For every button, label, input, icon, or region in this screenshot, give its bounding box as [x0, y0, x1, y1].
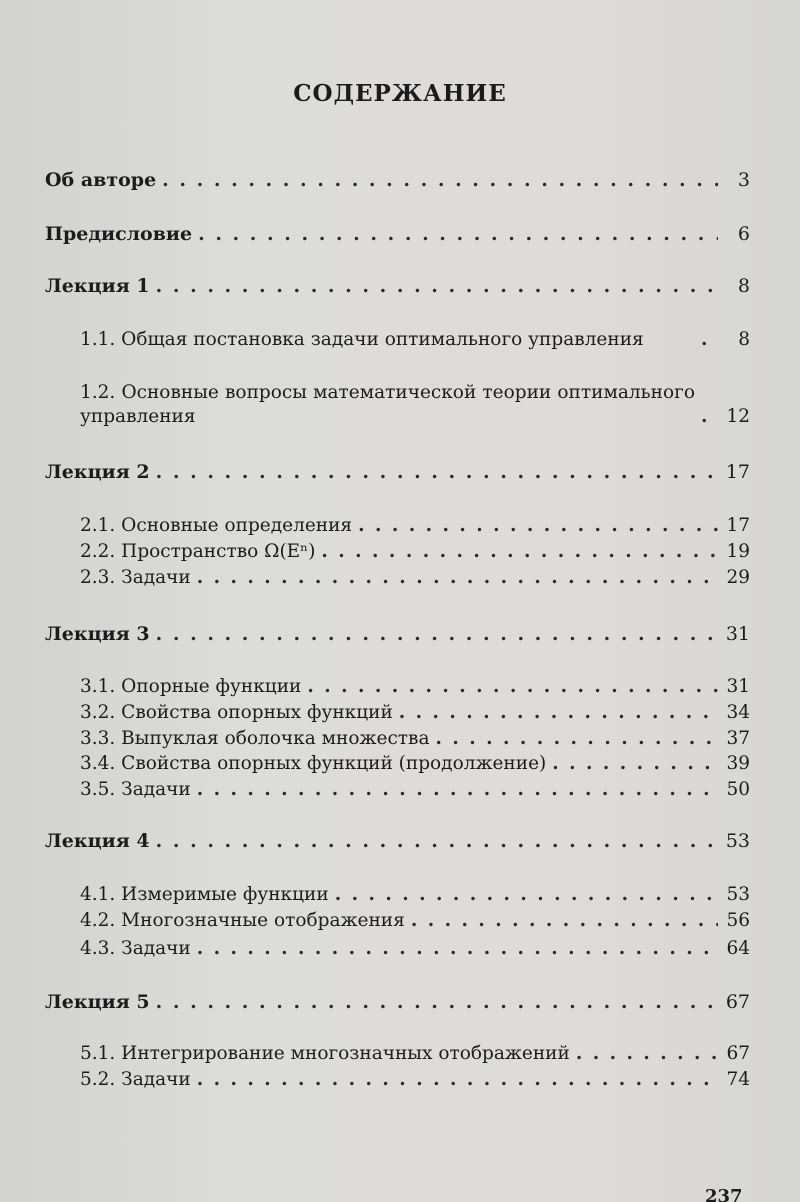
- toc-entry-3-2: [80, 701, 750, 725]
- toc-page: 37: [726, 728, 750, 749]
- toc-label: 5.2. Задачи: [80, 1069, 191, 1090]
- toc-label: 4.2. Многозначные отображения: [80, 910, 405, 931]
- toc-label: Лекция 4: [45, 830, 150, 852]
- toc-label: Лекция 5: [45, 991, 150, 1013]
- toc-page: 29: [726, 567, 750, 588]
- toc-entry-3-4: [80, 752, 750, 776]
- toc-page: 53: [726, 884, 750, 905]
- toc-entry-1-1: [80, 328, 750, 352]
- toc-page: 67: [726, 1043, 750, 1064]
- toc-page: 17: [726, 515, 750, 536]
- toc-page: 31: [726, 676, 750, 697]
- toc-entry-lecture-5: [45, 990, 750, 1014]
- toc-label: 1.2. Основные вопросы математической теории оптимального управления: [80, 382, 695, 427]
- toc-entry-lecture-1: [45, 274, 750, 298]
- toc-entry-2-2: [80, 540, 750, 564]
- toc-entry-lecture-3: [45, 622, 750, 646]
- toc-page: 53: [725, 830, 750, 852]
- page-number: 237: [705, 1186, 743, 1202]
- toc-label: 3.1. Опорные функции: [80, 676, 302, 697]
- toc-entry-5-2: [80, 1068, 750, 1092]
- toc-label: 2.1. Основные определения: [80, 515, 353, 536]
- toc-entry-4-3: [80, 937, 750, 961]
- toc-label: 4.1. Измеримые функции: [80, 884, 329, 905]
- toc-page: 39: [726, 753, 750, 774]
- toc-entry-3-5: [80, 778, 750, 802]
- toc-entry-1-2: [80, 381, 750, 429]
- toc-label: Лекция 2: [45, 461, 150, 483]
- toc-page: 74: [726, 1069, 750, 1090]
- toc-label: Предисловие: [45, 223, 193, 245]
- toc-page: 31: [725, 623, 750, 645]
- toc-page: 6: [737, 223, 750, 245]
- toc-entry-3-1: [80, 675, 750, 699]
- toc-label: Лекция 1: [45, 275, 150, 297]
- toc-label: 3.3. Выпуклая оболочка множества: [80, 728, 430, 749]
- toc-label: 1.1. Общая постановка задачи оптимального управления: [80, 329, 644, 350]
- toc-label: 3.4. Свойства опорных функций (продолжение): [80, 753, 547, 774]
- toc-entry-2-3: [80, 566, 750, 590]
- toc-label: 4.3. Задачи: [80, 938, 191, 959]
- toc-page: 8: [737, 275, 750, 297]
- toc-page: 19: [726, 541, 750, 562]
- page-title: СОДЕРЖАНИЕ: [293, 80, 507, 107]
- toc-page: 17: [725, 461, 750, 483]
- toc-entry-2-1: [80, 514, 750, 538]
- toc-page: 56: [726, 910, 750, 931]
- toc-entry-preface: [45, 222, 750, 246]
- toc-entry-lecture-4: [45, 829, 750, 853]
- toc-label: 3.2. Свойства опорных функций: [80, 702, 393, 723]
- toc-label: 5.1. Интегрирование многозначных отображений: [80, 1043, 570, 1064]
- toc-label: 3.5. Задачи: [80, 779, 191, 800]
- toc-entry-about-author: [45, 168, 750, 192]
- toc-page: 34: [726, 702, 750, 723]
- toc-label: Об авторе: [45, 169, 157, 191]
- toc-page: 3: [737, 169, 750, 191]
- toc-label: 2.3. Задачи: [80, 567, 191, 588]
- toc-page: 50: [726, 779, 750, 800]
- toc-entry-4-1: [80, 883, 750, 907]
- toc-page: 64: [726, 938, 750, 959]
- toc-entry-4-2: [80, 909, 750, 933]
- toc-entry-lecture-2: [45, 460, 750, 484]
- toc-page: 8: [738, 329, 750, 350]
- toc-page: 12: [726, 406, 750, 427]
- toc-label: 2.2. Пространство Ω(Eⁿ): [80, 541, 316, 562]
- toc-page: 67: [725, 991, 750, 1013]
- toc-entry-3-3: [80, 727, 750, 751]
- toc-entry-5-1: [80, 1042, 750, 1066]
- toc-label: Лекция 3: [45, 623, 150, 645]
